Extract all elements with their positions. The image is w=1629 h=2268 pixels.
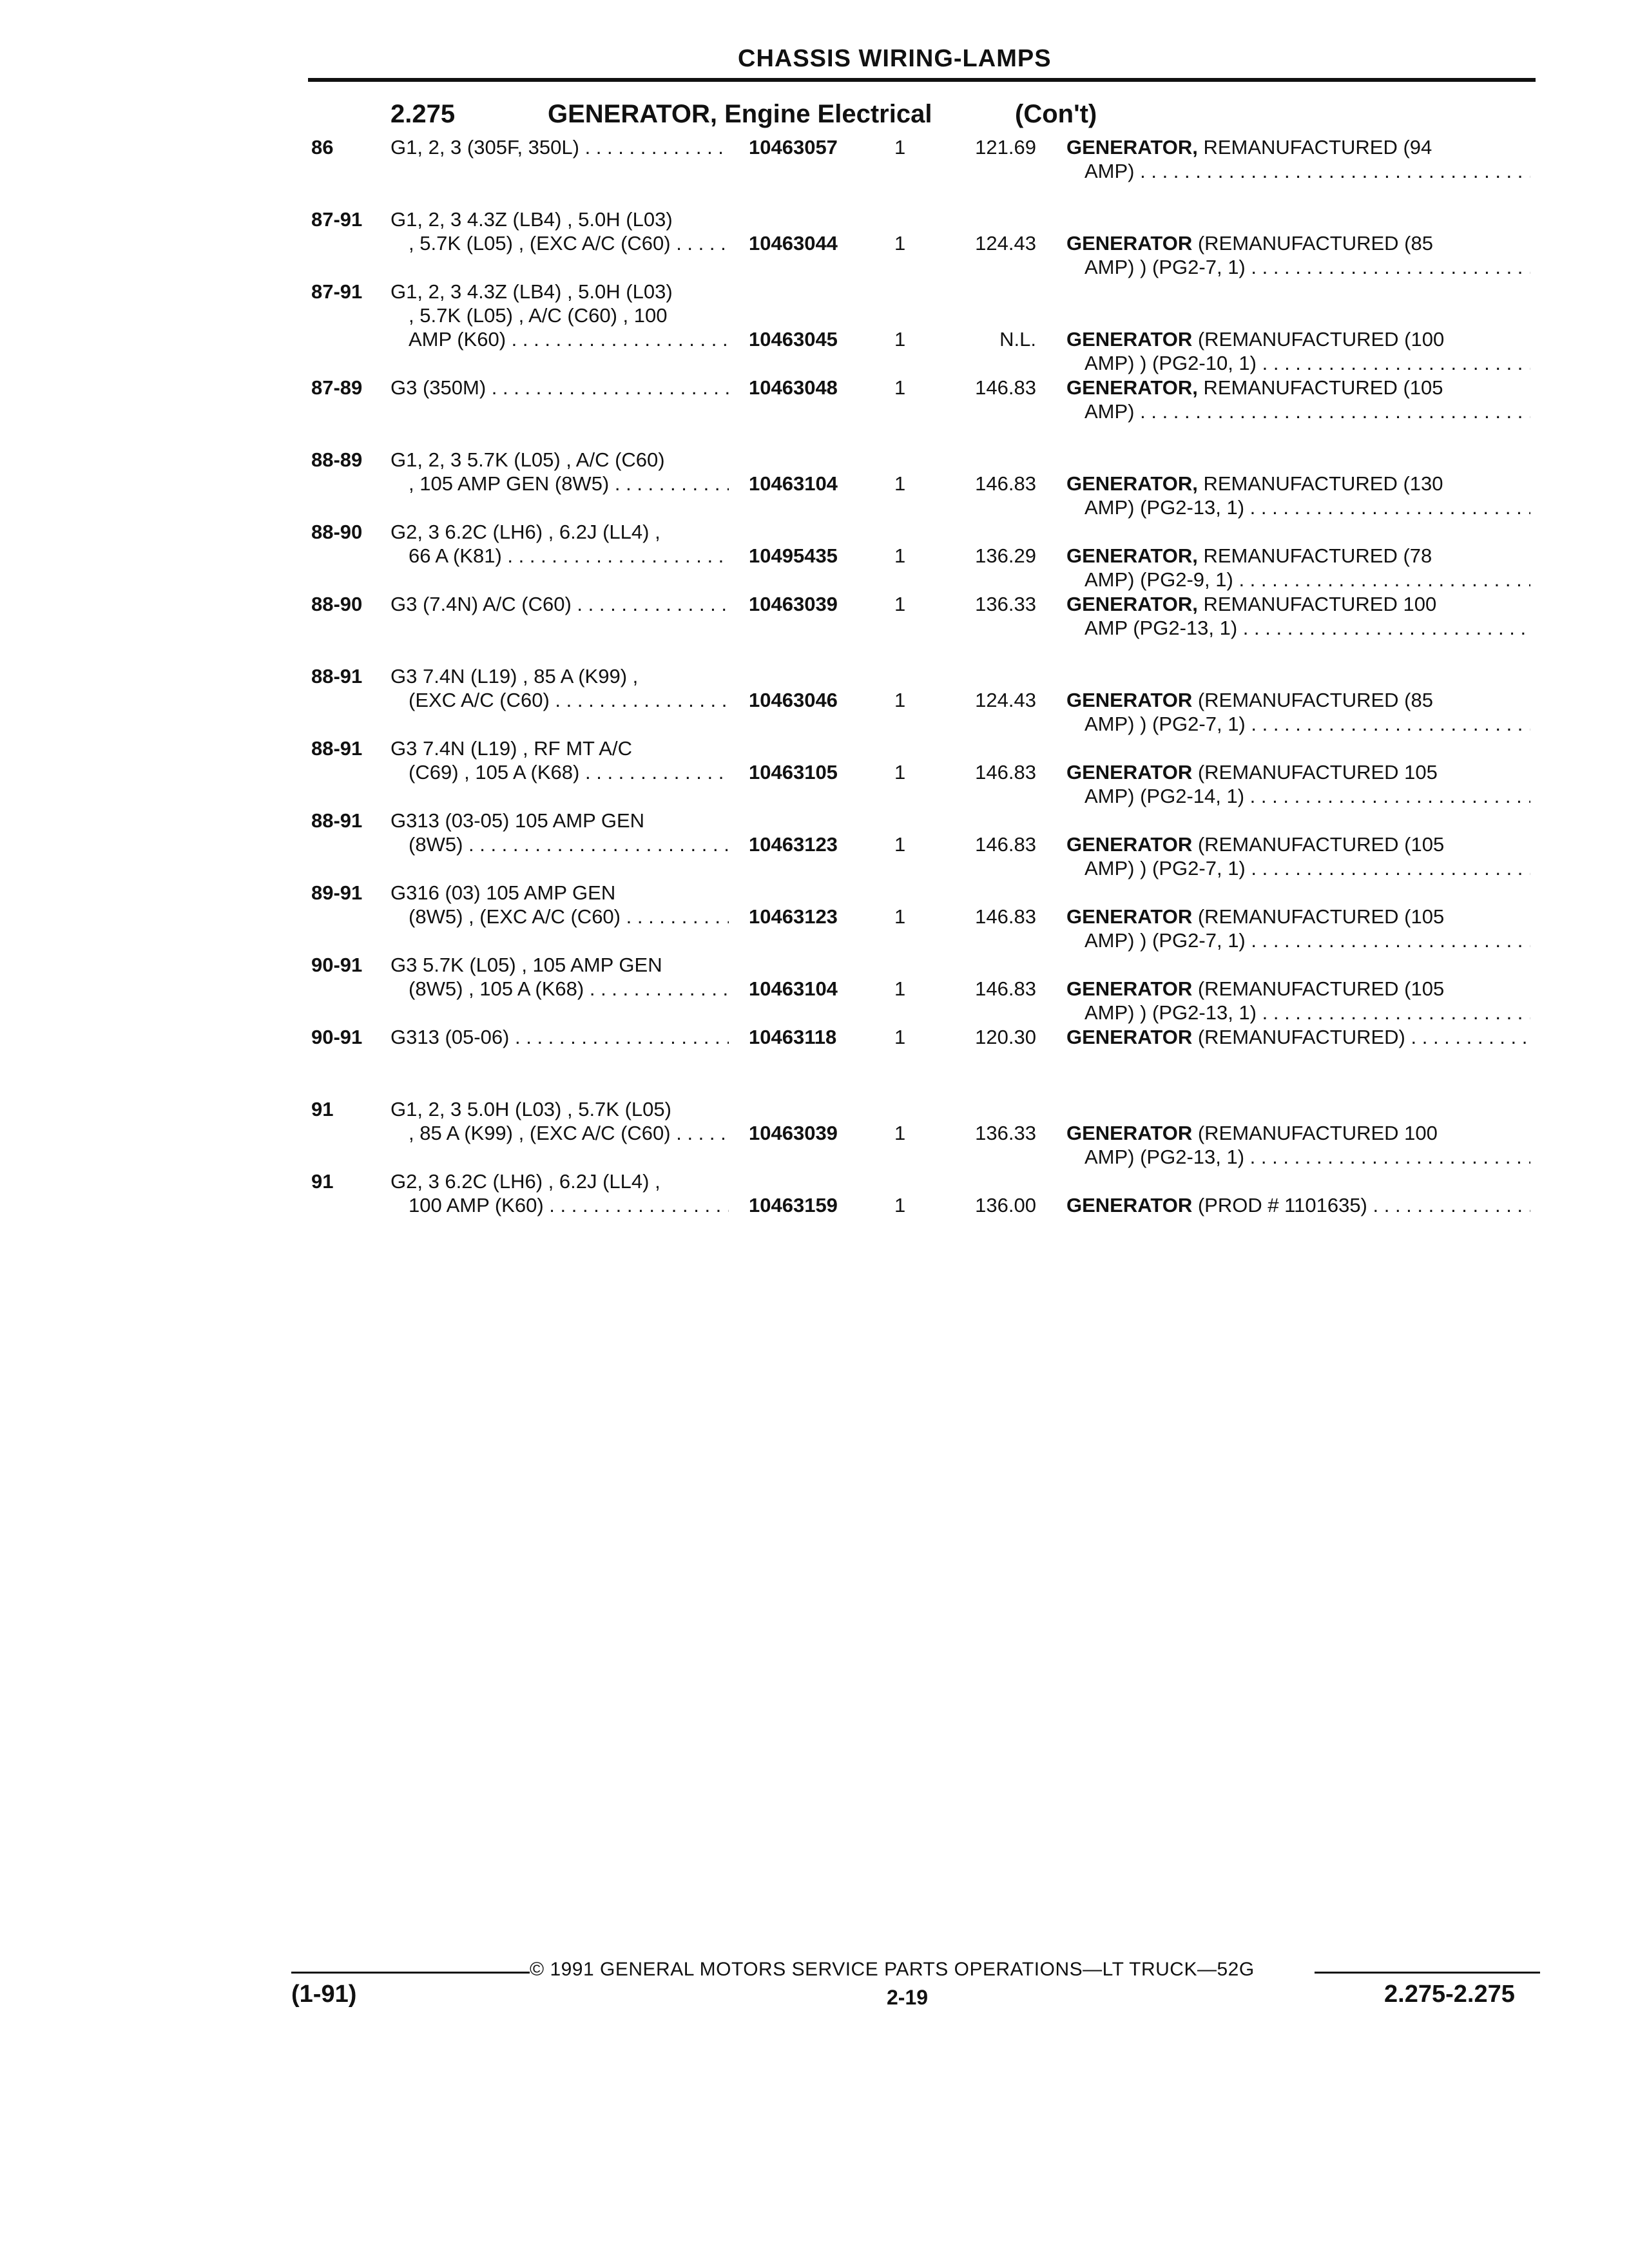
application-description (390, 953, 729, 1001)
unit-price: 124.43 (975, 689, 1036, 711)
model-year: 90-91 (311, 1026, 363, 1048)
footer-copyright: © 1991 GENERAL MOTORS SERVICE PARTS OPERATIONS—LT TRUCK—52G (530, 1959, 1255, 1980)
part-row (0, 1169, 1629, 1242)
model-year: 88-91 (311, 737, 363, 760)
part-number: 10463105 (749, 761, 838, 783)
application-description (390, 448, 729, 495)
part-name (1066, 327, 1530, 375)
part-name-detail: (REMANUFACTURED 100 (1192, 1122, 1438, 1144)
part-name-detail: (REMANUFACTURED (85 (1192, 689, 1433, 711)
unit-price: N.L. (999, 328, 1036, 351)
quantity: 1 (894, 593, 906, 615)
part-name-detail: REMANUFACTURED (130 (1197, 472, 1443, 495)
model-year: 88-89 (311, 448, 363, 471)
part-name-keyword: GENERATOR, (1066, 136, 1198, 159)
description-line: G3 7.4N (L19) , RF MT A/C (390, 737, 632, 760)
model-year: 88-91 (311, 809, 363, 832)
part-name-detail: (REMANUFACTURED (105 (1192, 977, 1445, 1000)
quantity: 1 (894, 472, 906, 495)
description-line: G1, 2, 3 5.7K (L05) , A/C (C60) (390, 448, 665, 471)
part-name-keyword: GENERATOR (1066, 1194, 1193, 1216)
part-name-detail: (REMANUFACTURED (105 (1192, 905, 1445, 928)
part-name-keyword: GENERATOR (1066, 905, 1193, 928)
quantity: 1 (894, 544, 906, 567)
application-description (390, 135, 729, 159)
part-number: 10463046 (749, 689, 838, 711)
model-year: 87-89 (311, 376, 363, 399)
part-name-continuation: AMP) ) (PG2-13, 1) . . . (1066, 1001, 1530, 1024)
unit-price: 146.83 (975, 977, 1036, 1000)
description-line: G3 (7.4N) A/C (C60) . . . (390, 592, 729, 616)
description-line: (EXC A/C (C60) . . . (390, 688, 729, 712)
part-name-continuation: AMP) (PG2-14, 1) . . . (1066, 784, 1530, 808)
application-description (390, 376, 729, 399)
part-name-detail: REMANUFACTURED (94 (1197, 136, 1432, 159)
footer-rule-left (291, 1972, 530, 1974)
part-name-continuation: AMP) ) (PG2-7, 1) . . . (1066, 255, 1530, 279)
quantity: 1 (894, 905, 906, 928)
description-line: G1, 2, 3 5.0H (L03) , 5.7K (L05) (390, 1098, 671, 1120)
description-line: 66 A (K81) . . . (390, 544, 729, 568)
part-row (0, 664, 1629, 736)
part-name (1066, 1025, 1530, 1049)
model-year: 90-91 (311, 954, 363, 976)
model-year: 88-91 (311, 665, 363, 687)
part-row (0, 736, 1629, 809)
quantity: 1 (894, 689, 906, 711)
part-row (0, 809, 1629, 881)
part-row (0, 1025, 1629, 1097)
quantity: 1 (894, 1122, 906, 1144)
section-title: GENERATOR, Engine Electrical (548, 100, 932, 128)
quantity: 1 (894, 833, 906, 856)
part-row (0, 1097, 1629, 1169)
part-name-continuation: AMP) (PG2-13, 1) . . . (1066, 495, 1530, 519)
part-number: 10463159 (749, 1194, 838, 1216)
part-row (0, 280, 1629, 376)
part-name-keyword: GENERATOR (1066, 328, 1193, 351)
quantity: 1 (894, 761, 906, 783)
application-description (390, 809, 729, 856)
part-name-continuation: AMP) . . . (1066, 159, 1530, 183)
page-title: CHASSIS WIRING-LAMPS (738, 45, 1052, 72)
part-name-continuation: AMP) ) (PG2-7, 1) . . . (1066, 856, 1530, 880)
unit-price: 136.00 (975, 1194, 1036, 1216)
part-name-keyword: GENERATOR (1066, 689, 1193, 711)
model-year: 91 (311, 1170, 334, 1193)
part-row (0, 520, 1629, 592)
part-name-detail: (REMANUFACTURED (105 (1192, 833, 1445, 856)
part-name-keyword: GENERATOR (1066, 761, 1193, 783)
description-line: AMP (K60) . . . (390, 327, 729, 351)
part-name-continuation: AMP) . . . (1066, 399, 1530, 423)
part-name (1066, 472, 1530, 519)
quantity: 1 (894, 376, 906, 399)
unit-price: 146.83 (975, 761, 1036, 783)
part-row (0, 881, 1629, 953)
application-description (390, 1169, 729, 1217)
description-line: G3 (350M) . . . (390, 376, 729, 399)
description-line: G1, 2, 3 4.3Z (LB4) , 5.0H (L03) (390, 280, 673, 303)
unit-price: 146.83 (975, 833, 1036, 856)
unit-price: 120.30 (975, 1026, 1036, 1048)
section-continued: (Con't) (1015, 100, 1097, 128)
part-name (1066, 376, 1530, 423)
description-line: G313 (03-05) 105 AMP GEN (390, 809, 645, 832)
model-year: 86 (311, 136, 334, 159)
description-line: (C69) , 105 A (K68) . . . (390, 760, 729, 784)
part-name-keyword: GENERATOR (1066, 1026, 1193, 1048)
model-year: 88-90 (311, 521, 363, 543)
part-number: 10463048 (749, 376, 838, 399)
part-name-keyword: GENERATOR, (1066, 544, 1198, 567)
part-name (1066, 1193, 1530, 1217)
part-row (0, 135, 1629, 207)
application-description (390, 1025, 729, 1049)
part-name-detail: (REMANUFACTURED 105 (1192, 761, 1438, 783)
application-description (390, 1097, 729, 1145)
application-description (390, 592, 729, 616)
section-number: 2.275 (390, 100, 456, 128)
part-name-detail: REMANUFACTURED 100 (1197, 593, 1437, 615)
header-rule (308, 78, 1536, 82)
description-line: G1, 2, 3 (305F, 350L) . . . (390, 135, 729, 159)
part-number: 10463123 (749, 833, 838, 856)
part-name-continuation: AMP (PG2-13, 1) . . . (1066, 616, 1530, 640)
model-year: 88-90 (311, 593, 363, 615)
quantity: 1 (894, 232, 906, 255)
part-row (0, 207, 1629, 280)
application-description (390, 280, 729, 351)
unit-price: 136.29 (975, 544, 1036, 567)
part-name-continuation: AMP) ) (PG2-7, 1) . . . (1066, 712, 1530, 736)
application-description (390, 736, 729, 784)
part-name-keyword: GENERATOR (1066, 232, 1193, 255)
unit-price: 146.83 (975, 472, 1036, 495)
description-line: 100 AMP (K60) . . . (390, 1193, 729, 1217)
description-line: (8W5) . . . (390, 832, 729, 856)
part-name (1066, 905, 1530, 952)
application-description (390, 520, 729, 568)
description-line: , 5.7K (L05) , A/C (C60) , 100 (409, 304, 668, 327)
part-number: 10463104 (749, 472, 838, 495)
quantity: 1 (894, 328, 906, 351)
model-year: 87-91 (311, 280, 363, 303)
description-line: (8W5) , 105 A (K68) . . . (390, 977, 729, 1001)
part-number: 10463039 (749, 1122, 838, 1144)
description-line: , 105 AMP GEN (8W5) . . . (390, 472, 729, 495)
description-line: (8W5) , (EXC A/C (C60) . . . (390, 905, 729, 928)
description-line: G3 5.7K (L05) , 105 AMP GEN (390, 954, 662, 976)
part-name (1066, 760, 1530, 808)
part-name-detail: (PROD # 1101635) (1192, 1194, 1367, 1216)
part-number: 10463044 (749, 232, 838, 255)
part-name-continuation: AMP) (PG2-9, 1) . . . (1066, 568, 1530, 591)
part-row (0, 448, 1629, 520)
part-name-detail: (REMANUFACTURED (85 (1192, 232, 1433, 255)
application-description (390, 881, 729, 928)
quantity: 1 (894, 1194, 906, 1216)
description-line: , 85 A (K99) , (EXC A/C (C60) . . . (390, 1121, 729, 1145)
unit-price: 146.83 (975, 905, 1036, 928)
part-name-continuation: AMP) ) (PG2-7, 1) . . . (1066, 928, 1530, 952)
unit-price: 121.69 (975, 136, 1036, 159)
part-name-keyword: GENERATOR, (1066, 593, 1198, 615)
description-line: G313 (05-06) . . . (390, 1025, 729, 1049)
description-line: G316 (03) 105 AMP GEN (390, 881, 616, 904)
part-name-keyword: GENERATOR, (1066, 376, 1198, 399)
description-line: G1, 2, 3 4.3Z (LB4) , 5.0H (L03) (390, 208, 673, 231)
part-name (1066, 544, 1530, 591)
description-line: G3 7.4N (L19) , 85 A (K99) , (390, 665, 639, 687)
unit-price: 136.33 (975, 593, 1036, 615)
part-name-detail: REMANUFACTURED (78 (1197, 544, 1432, 567)
application-description (390, 664, 729, 712)
part-name-continuation: AMP) ) (PG2-10, 1) . . . (1066, 351, 1530, 375)
part-number: 10463104 (749, 977, 838, 1000)
part-name (1066, 231, 1530, 279)
part-number: 10463123 (749, 905, 838, 928)
quantity: 1 (894, 1026, 906, 1048)
part-name-detail: REMANUFACTURED (105 (1197, 376, 1443, 399)
part-name (1066, 688, 1530, 736)
model-year: 89-91 (311, 881, 363, 904)
part-name-keyword: GENERATOR (1066, 977, 1193, 1000)
part-number: 10463057 (749, 136, 838, 159)
part-row (0, 953, 1629, 1025)
footer-page-number: 2-19 (887, 1986, 929, 2009)
description-line: , 5.7K (L05) , (EXC A/C (C60) . . . (390, 231, 729, 255)
part-row (0, 376, 1629, 448)
description-line: G2, 3 6.2C (LH6) , 6.2J (LL4) , (390, 521, 660, 543)
part-name (1066, 135, 1530, 183)
part-name (1066, 592, 1530, 640)
unit-price: 146.83 (975, 376, 1036, 399)
part-name (1066, 977, 1530, 1024)
part-name-keyword: GENERATOR, (1066, 472, 1198, 495)
part-name-detail: (REMANUFACTURED) (1192, 1026, 1405, 1048)
part-row (0, 592, 1629, 664)
model-year: 91 (311, 1098, 334, 1120)
part-name-keyword: GENERATOR (1066, 833, 1193, 856)
part-number: 10495435 (749, 544, 838, 567)
quantity: 1 (894, 977, 906, 1000)
application-description (390, 207, 729, 255)
unit-price: 136.33 (975, 1122, 1036, 1144)
part-number: 10463039 (749, 593, 838, 615)
part-number: 10463045 (749, 328, 838, 351)
footer-rule-right (1315, 1972, 1540, 1974)
part-name-keyword: GENERATOR (1066, 1122, 1193, 1144)
description-line: G2, 3 6.2C (LH6) , 6.2J (LL4) , (390, 1170, 660, 1193)
footer-section-range: 2.275-2.275 (1384, 1981, 1515, 2008)
part-name-continuation: AMP) (PG2-13, 1) . . . (1066, 1145, 1530, 1169)
part-name (1066, 1121, 1530, 1169)
parts-list (0, 135, 1629, 1242)
unit-price: 124.43 (975, 232, 1036, 255)
quantity: 1 (894, 136, 906, 159)
model-year: 87-91 (311, 208, 363, 231)
part-name (1066, 832, 1530, 880)
part-name-detail: (REMANUFACTURED (100 (1192, 328, 1445, 351)
footer-revision-date: (1-91) (291, 1981, 357, 2008)
part-number: 10463118 (749, 1026, 837, 1048)
